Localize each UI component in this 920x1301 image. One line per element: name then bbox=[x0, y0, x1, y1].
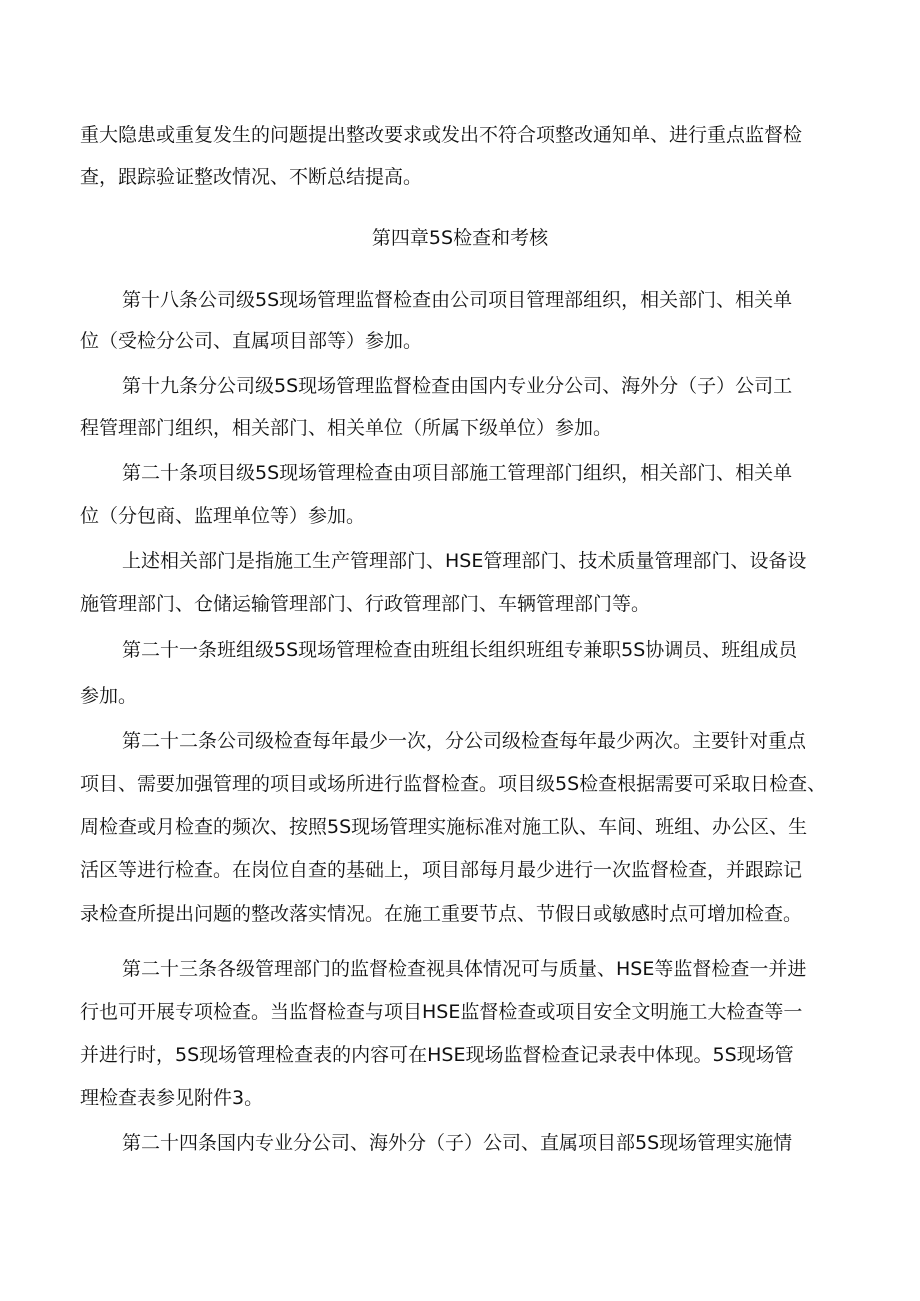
related-departments-line-1: 上述相关部门是指施工生产管理部门、HSE管理部门、技术质量管理部门、设备设 bbox=[122, 550, 807, 572]
article-18-line-1: 第十八条公司级5S现场管理监督检查由公司项目管理部组织，相关部门、相关单 bbox=[122, 289, 793, 311]
article-21-line-1: 第二十一条班组级5S现场管理检查由班组长组织班组专兼职5S协调员、班组成员 bbox=[122, 639, 798, 661]
article-19-line-1: 第十九条分公司级5S现场管理监督检查由国内专业分公司、海外分（子）公司工 bbox=[122, 375, 793, 397]
article-23-line-3: 并进行时，5S现场管理检查表的内容可在HSE现场监督检查记录表中体现。5S现场管 bbox=[80, 1044, 794, 1066]
article-20-line-2: 位（分包商、监理单位等）参加。 bbox=[80, 505, 366, 527]
related-departments-line-2: 施管理部门、仓储运输管理部门、行政管理部门、车辆管理部门等。 bbox=[80, 593, 651, 615]
article-22-line-1: 第二十二条公司级检查每年最少一次，分公司级检查每年最少两次。主要针对重点 bbox=[122, 730, 807, 752]
article-18-line-2: 位（受检分公司、直属项目部等）参加。 bbox=[80, 330, 423, 352]
chapter-title: 第四章5S检查和考核 bbox=[371, 227, 549, 249]
article-23-line-1: 第二十三条各级管理部门的监督检查视具体情况可与质量、HSE等监督检查一并进 bbox=[122, 958, 807, 980]
article-23-line-4: 理检查表参见附件3。 bbox=[80, 1087, 264, 1109]
article-21-line-2: 参加。 bbox=[80, 685, 138, 707]
continuation-line-1: 重大隐患或重复发生的问题提出整改要求或发出不符合项整改通知单、进行重点监督检 bbox=[80, 124, 803, 146]
article-23-line-2: 行也可开展专项检查。当监督检查与项目HSE监督检查或项目安全文明施工大检查等一 bbox=[80, 1001, 803, 1023]
article-20-line-1: 第二十条项目级5S现场管理检查由项目部施工管理部门组织，相关部门、相关单 bbox=[122, 462, 793, 484]
continuation-line-2: 查，跟踪验证整改情况、不断总结提高。 bbox=[80, 166, 423, 188]
article-22-line-3: 周检查或月检查的频次、按照5S现场管理实施标准对施工队、车间、班组、办公区、生 bbox=[80, 816, 808, 838]
article-24-line-1: 第二十四条国内专业分公司、海外分（子）公司、直属项目部5S现场管理实施情 bbox=[122, 1132, 793, 1154]
article-19-line-2: 程管理部门组织，相关部门、相关单位（所属下级单位）参加。 bbox=[80, 417, 613, 439]
article-22-line-5: 录检查所提出问题的整改落实情况。在施工重要节点、节假日或敏感时点可增加检查。 bbox=[80, 903, 803, 925]
article-22-line-4: 活区等进行检查。在岗位自查的基础上，项目部每月最少进行一次监督检查，并跟踪记 bbox=[80, 859, 803, 881]
article-22-line-2: 项目、需要加强管理的项目或场所进行监督检查。项目级5S检查根据需要可采取日检查、 bbox=[80, 773, 827, 795]
